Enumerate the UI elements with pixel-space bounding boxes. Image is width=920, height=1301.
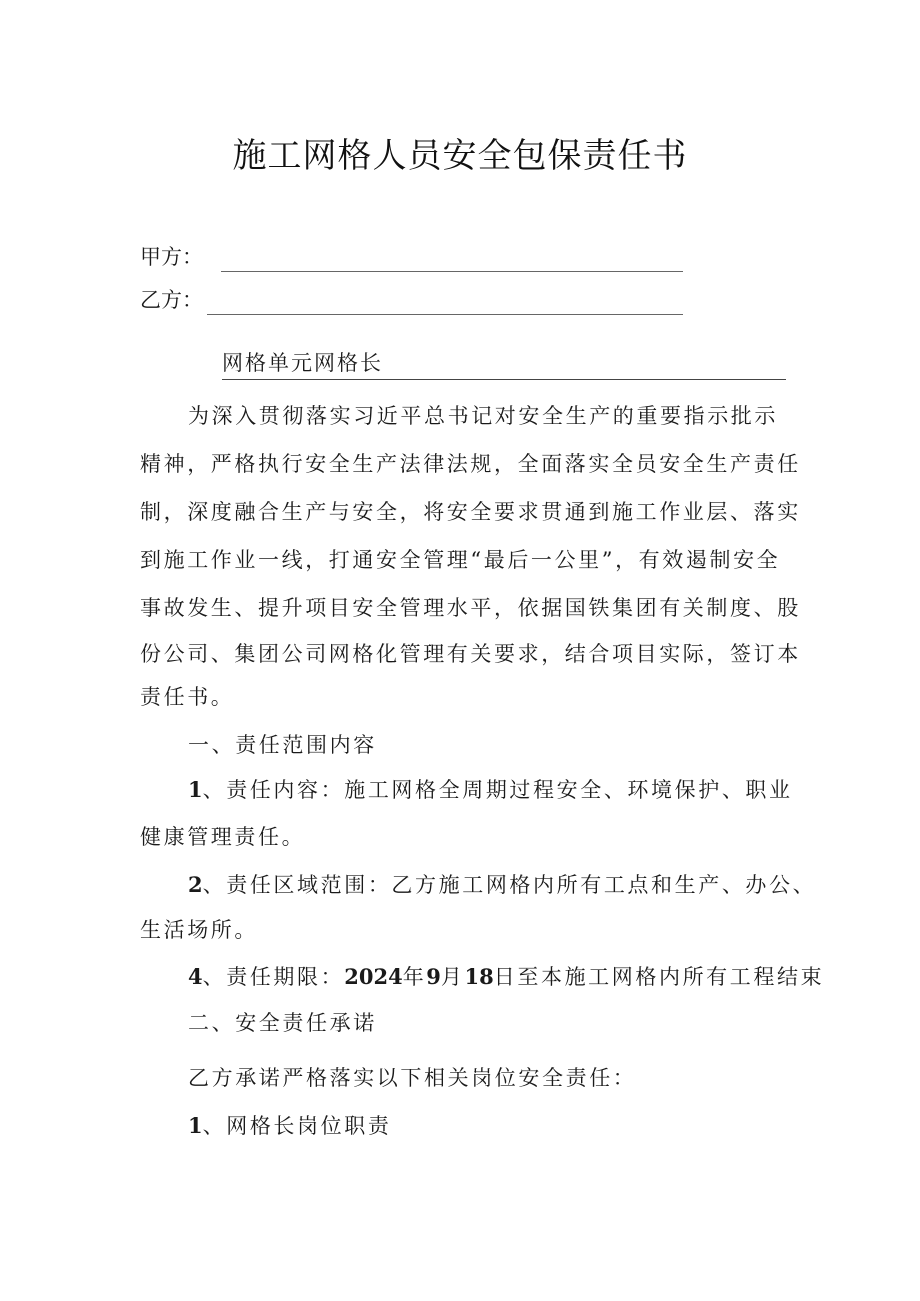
intro-line: 到施工作业一线，打通安全管理“最后一公里”，有效遏制安全 <box>140 548 781 572</box>
item-1-text: 、责任内容：施工网格全周期过程安全、环境保护、职业 <box>202 778 793 802</box>
item-4-number: 4 <box>188 964 203 989</box>
item-2-number: 2 <box>188 872 203 897</box>
item-4-prefix: 、责任期限： <box>202 965 345 989</box>
duty-1-text: 、网格长岗位职责 <box>202 1114 392 1138</box>
grid-leader-line: 网格单元网格长 <box>222 347 786 380</box>
item-1-number: 1 <box>188 777 203 802</box>
section-1-heading: 一、责任范围内容 <box>188 733 377 757</box>
item-4-rest: 日至本施工网格内所有工程结束 <box>493 965 825 989</box>
commitment-text: 乙方承诺严格落实以下相关岗位安全责任： <box>188 1066 637 1090</box>
section-2-heading: 二、安全责任承诺 <box>188 1011 377 1035</box>
item-4-day: 18 <box>464 964 494 989</box>
item-4-year: 2024 <box>344 964 403 989</box>
party-a-blank-line <box>221 251 683 272</box>
party-b-label: 乙方： <box>140 288 203 312</box>
item-4-month: 9 <box>426 964 441 989</box>
item-1-continuation: 健康管理责任。 <box>140 825 306 849</box>
party-b-field <box>140 285 683 315</box>
intro-line: 制，深度融合生产与安全，将安全要求贯通到施工作业层、落实 <box>140 500 801 524</box>
item-2-continuation: 生活场所。 <box>140 918 258 942</box>
intro-line: 责任书。 <box>140 685 235 709</box>
party-a-field <box>140 242 683 272</box>
item-2-text: 、责任区域范围：乙方施工网格内所有工点和生产、办公、 <box>202 873 817 897</box>
intro-line: 事故发生、提升项目安全管理水平，依据国铁集团有关制度、股 <box>140 596 801 620</box>
item-4-year-suffix: 年 <box>402 965 427 989</box>
intro-line: 份公司、集团公司网格化管理有关要求，结合项目实际，签订本 <box>140 642 801 666</box>
item-4-month-suffix: 月 <box>440 965 465 989</box>
document-title: 施工网格人员安全包保责任书 <box>232 136 688 176</box>
party-a-label: 甲方： <box>140 245 203 269</box>
party-b-blank-line <box>207 294 683 315</box>
item-2-line <box>188 870 816 900</box>
duty-1-line <box>188 1111 391 1141</box>
duty-1-number: 1 <box>188 1113 203 1138</box>
item-4-line <box>188 962 824 992</box>
intro-line: 为深入贯彻落实习近平总书记对安全生产的重要指示批示 <box>188 404 778 428</box>
intro-line: 精神，严格执行安全生产法律法规，全面落实全员安全生产责任 <box>140 452 801 476</box>
item-1-line <box>188 775 793 805</box>
